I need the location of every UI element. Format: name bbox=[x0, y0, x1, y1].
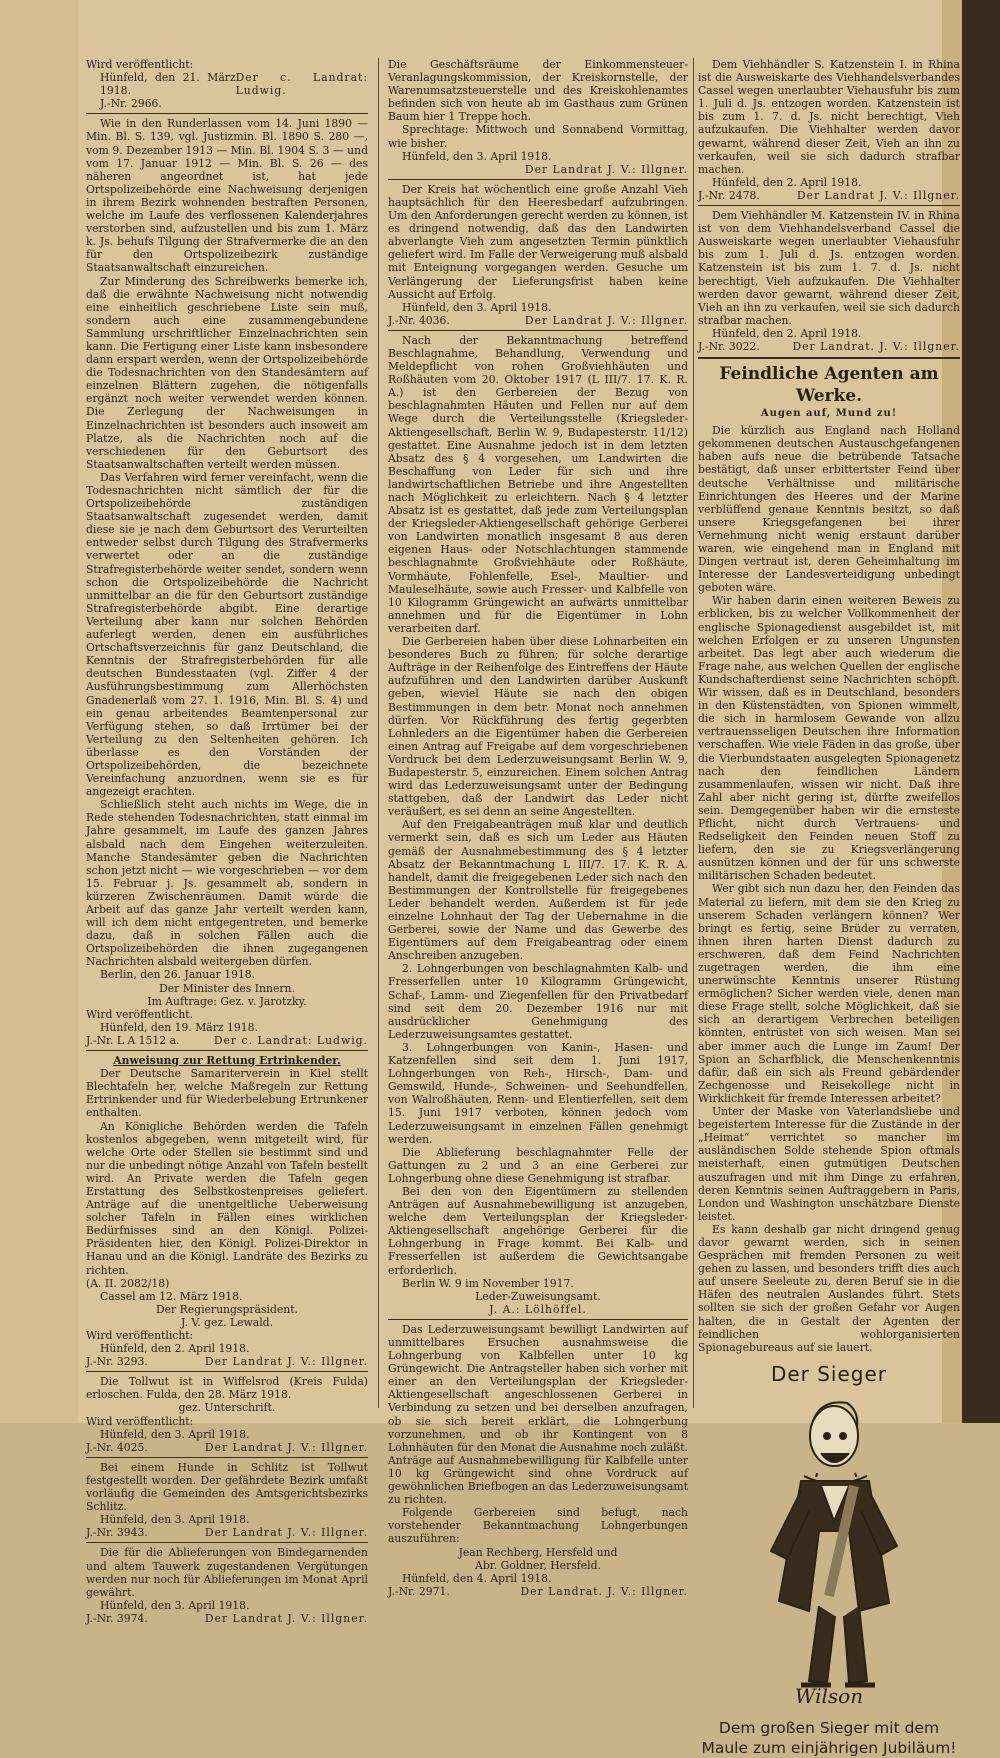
column-1: Wird veröffentlicht: Hünfeld, den 21. März 1918. Der c. Landrat: Ludwig. J.-Nr. 2966. Wie in den Runderlassen vom 14. Juni 1890 — Min. Bl. S. 139, vgl. Justizmin. Bl. 1890 S. 280 —, vom 9. Dezember 1913 — Min. Bl. 1904 S. 3 — und vom 17. Januar 1912 — Min. Bl. S. 26 — des näheren angeordnet ist, hat jede Ortspolizeibehörde eine Nachweisung derjenigen in ihrem Bezirk wohnenden bestraften Personen, welche im Laufe des verflossenen Kalenderjahres verstorben sind, aufzustellen und bis zum 1. März k. Js. behufs Tilgung der Strafvermerke die an den für den Ortspolizeibezirk zuständige Staatsanwaltschaft einzureichen. Zur Minderung des Schreibwerks bemerke ich, daß die erwähnte Nachweisung nicht notwendig eine einheitlich geschriebene Liste sein muß, sondern auch eine zusammengebundene Sammlung urschriftlicher Einzelnachrichten sein kann. Die Fertigung einer Liste kann insbesondere dann erspart werden, wenn der Ortspolizeibehörde die Todesnachrichten von den Standesämtern auf einzelnen Blättern zugehen, die nötigenfalls ergänzt noch weiter verwendet werden können. Die Zerlegung der Nachweisungen in Einzelnachrichten ist besonders auch insoweit am Platze, als die Nachrichten noch auf die verschiedenen für den Geburtsort des Staatsanwaltschaften verteilt werden müssen. Das Verfahren wird ferner vereinfacht, wenn die Todesnachrichten nicht sämtlich der für die Ortspolizeibehörde zuständigen Staatsanwaltschaft zugesendet werden, damit diese sie je nach dem Geburtsort des Verurteilten entweder selbst durch Tilgung des Strafvermerks verwertet oder an die zuständige Strafregisterbehörde weiter sendet, sondern wenn schon die Ortspolizeibehörde die Nachricht unmittelbar an die für den Geburtsort zuständige Strafregisterbehörde abgibt. Eine derartige Verteilung aber kann nur solchen Behörden auferlegt werden, denen ein ausführliches Ortschaftsverzeichnis für ganz Deutschland, die Kenntnis der Strafregisterbehörden für alle deutschen Bundesstaaten (vgl. Ziffer 4 der Ausführungsbestimmung zum Allerhöchsten Gnadenerlaß vom 27. 1. 1916, Min. Bl. S. 4) und ein genau arbeitendes Beamtenpersonal zur Verfügung stehen, so daß Irrtümer bei der Verteilung zu den Seltenheiten gehören. Ich überlasse es den Vorständen der Ortspolizeibehörden, die bezeichnete Vereinfachung anzuordnen, wenn sie es für angezeigt erachten. Schließlich steht auch nichts im Wege, die in Rede stehenden Todesnachrichten, statt einmal im Jahre gesammelt, im Laufe des ganzen Jahres alsbald nach dem Eingehen weiterzuleiten. Manche Standesämter geben die Nachrichten schon jetzt nicht — wie vorgeschrieben — vor dem 15. Februar j. Js. gesammelt ab, sondern in kürzeren Zwischenräumen. Damit würde die Arbeit auf das ganze Jahr verteilt werden kann, will ich dem nicht entgegentreten, und bemerke dazu, daß in solchen Fällen auch die Ortspolizeibehörden die ihnen zugegangenen Nachrichten alsbald weitergeben dürfen. Berlin, den 26. Januar 1918. Der Minister des Innern. Im Auftrage: Gez. v. Jarotzky. Wird veröffentlicht. Hünfeld, den 19. März 1918. J.-Nr. L A 1512 a. Der c. Landrat: Ludwig. Anweisung zur Rettung Ertrinkender. Der Deutsche Samariterverein in Kiel stellt Blechtafeln her, welche Maßregeln zur Rettung Ertrinkender und für Wiederbelebung Ertrunkener enthalten. An Königliche Behörden werden die Tafeln kostenlos abgegeben, wenn mitgeteilt wird, für welche Orte oder Stellen sie bestimmt sind und nur die unbedingt nötige Anzahl von Tafeln bestellt wird. An Private werden die Tafeln gegen Erstattung des Selbstkostenpreises geliefert. Anträge auf die unentgeltliche Ueberweisung solcher Tafeln in Fällen eines wirklichen Bedürfnisses sind an den Königl. Polizei-Präsidenten hier, den Königl. Polizei-Direktor in Hanau und an die Königl. Landräte des Bezirks zu richten. (A. II. 2082/18) Cassel am 12. März 1918. Der Regierungspräsident. J. V. gez. Lewald. Wird veröffentlicht: Hünfeld, den 2. April 1918. J.-Nr. 3293. Der Landrat J. V.: Illgner. Die Tollwut ist in Wiffelsrod (Kreis Fulda) erloschen. Fulda, den 28. März 1918. gez. Unterschrift. Wird veröffentlicht: Hünfeld, den 3. April 1918. J.-Nr. 4025. Der Landrat J. V.: Illgner. Bei einem Hunde in Schlitz ist Tollwut festgestellt worden. Der gefährdete Bezirk umfaßt vorläufig die Gemeinden des Amtsgerichtsbezirks Schlitz. Hünfeld, den 3. April 1918. J.-Nr. 3943. Der Landrat J. V.: Illgner. Die für die Ablieferungen von Bindegarnenden und altem Tauwerk zugestandenen Vergütungen werden nur noch für Ablieferungen im Monat April gewährt. Hünfeld, den 3. April 1918. J.-Nr. 3974. Der Landrat J. V.: Illgner. bbox=[86, 58, 368, 1625]
cartoon-illustration bbox=[709, 1381, 949, 1711]
article-subtitle: Augen auf, Mund zu! bbox=[760, 408, 898, 420]
left-margin bbox=[0, 0, 78, 1423]
notice-paragraph: Schließlich steht auch nichts im Wege, die in Rede stehenden Todesnachrichten, statt einmal im Jahre gesammelt, im Laufe des ganzen Jahres alsbald nach dem Eingehen weiterzuleiten. Manche Standesämter geben die Nachrichten schon jetzt nicht — wie vorgeschrieben — vor dem 15. Februar j. Js. gesammelt ab, sondern in kürzeren Zwischenräumen. Damit würde die Arbeit auf das ganze Jahr verteilt werden kann, will ich dem nicht entgegentreten, und bemerke dazu, daß in solchen Fällen auch die Ortspolizeibehörden die ihnen zugegangenen Nachrichten alsbald weitergeben dürfen. bbox=[86, 798, 368, 969]
notice-paragraph: Das Verfahren wird ferner vereinfacht, wenn die Todesnachrichten nicht sämtlich der für die Ortspolizeibehörde zuständigen Staatsanwaltschaft zugesendet werden, damit diese sie je nach dem Geburtsort des Verurteilten entweder selbst durch Tilgung des Strafvermerks verwertet oder an die zuständige Strafregisterbehörde weiter sendet, sondern wenn schon die Ortspolizeibehörde die Nachricht unmittelbar an die für den Geburtsort zuständige Strafregisterbehörde abgibt. Eine derartige Verteilung aber kann nur solchen Behörden auferlegt werden, denen ein ausführliches Ortschaftsverzeichnis für ganz Deutschland, die Kenntnis der Strafregisterbehörden für alle deutschen Bundesstaaten (vgl. Ziffer 4 der Ausführungsbestimmung zum Allerhöchsten Gnadenerlaß vom 27. 1. 1916, Min. Bl. S. 4) und ein genau arbeitendes Beamtenpersonal zur Verfügung stehen, so daß Irrtümer bei der Verteilung zu den Seltenheiten gehören. Ich überlasse es den Vorständen der Ortspolizeibehörden, die bezeichnete Vereinfachung anzuordnen, wenn sie es für angezeigt erachten. bbox=[86, 470, 368, 799]
cartoon-caption: Dem großen Sieger mit dem Maule zum einjährigen Jubiläum! bbox=[701, 1719, 957, 1757]
date-line: Hünfeld, den 21. März 1918. Der c. Landrat: Ludwig. bbox=[100, 71, 368, 98]
column-rule-2 bbox=[693, 58, 694, 1408]
column-rule-1 bbox=[378, 58, 379, 1408]
divider bbox=[698, 357, 960, 359]
divider bbox=[86, 1050, 368, 1051]
notice-published: Wird veröffentlicht: bbox=[86, 58, 194, 71]
section-heading: Anweisung zur Rettung Ertrinkender. bbox=[113, 1054, 341, 1068]
notice-paragraph: Wie in den Runderlassen vom 14. Juni 1890 — Min. Bl. S. 139, vgl. Justizmin. Bl. 1890 S. 280 —, vom 9. Dezember 1913 — Min. Bl. 1904 S. 3 — und vom 17. Januar 1912 — Min. Bl. S. 26 — des näheren angeordnet ist, hat jede Ortspolizeibehörde eine Nachweisung derjenigen in ihrem Bezirk wohnenden bestraften Personen, welche im Laufe des verflossenen Kalenderjahres verstorben sind, aufzustellen und bis zum 1. März k. Js. behufs Tilgung der Strafvermerke die an den für den Ortspolizeibezirk zuständige Staatsanwaltschaft einzureichen. bbox=[86, 117, 368, 275]
divider bbox=[86, 1457, 368, 1458]
cartoon bbox=[698, 1361, 960, 1758]
cartoon-title: Der Sieger bbox=[770, 1361, 888, 1386]
divider bbox=[698, 205, 960, 206]
column-3: Dem Viehhändler S. Katzenstein I. in Rhina ist die Ausweiskarte des Viehhandelsverbandes Cassel wegen unerlaubter Viehausfuhr bis zum 1. Juli d. Js. entzogen worden. Katzenstein ist bis zum 1. 7. d. Js. nicht berechtigt, Vieh aufzukaufen. Die Viehhalter werden davor gewarnt, während dieser Zeit, Vieh an ihn zu verkaufen, weil sie sich dadurch strafbar machen. Hünfeld, den 2. April 1918. J.-Nr. 2478. Der Landrat J. V.: Illgner. Dem Viehhändler M. Katzenstein IV. in Rhina ist von dem Viehhandelsverband Cassel die Ausweiskarte wegen unerlaubter Viehausfuhr bis zum 1. Juli d. Js. entzogen worden. Katzenstein ist bis zum 1. 7. d. Js. nicht berechtigt, Vieh aufzukaufen. Die Viehhalter werden davor gewarnt, während dieser Zeit, Vieh an ihn zu verkaufen, weil sie sich dadurch strafbar machen. Hünfeld, den 2. April 1918. J.-Nr. 3022. Der Landrat. J. V.: Illgner. Feindliche Agenten am Werke. Augen auf, Mund zu! Die kürzlich aus England nach Holland gekommenen deutschen Austauschgefangenen haben aufs neue die betrübende Tatsache bestätigt, daß unser erbittertster Feind über deutsche Verhältnisse und militärische Einrichtungen des Heeres und der Marine verblüffend genaue Kenntnis besitzt, so daß unsere Kriegsgefangenen bei ihrer Vernehmung nicht wenig erstaunt darüber waren, wie eingehend man in England mit Dingen vertraut ist, deren Geheimhaltung im Interesse der Landesverteidigung unbedingt geboten wäre. Wir haben darin einen weiteren Beweis zu erblicken, bis zu welcher Vollkommenheit der englische Spionagedienst ausgebildet ist, mit welchen Erfolgen er zu unseren Ungunsten arbeitet. Das legt aber auch wiederum die Frage nahe, aus welchen Quellen der englische Kundschafterdienst seine Nachrichten schöpft. Wir wissen, daß es in Deutschland, besonders in den Küstenstädten, von Spionen wimmelt, die sich in harmlosem Gewande von allzu vertrauensseligen Deutschen ihre Information verschaffen. Wie viele Fäden in das große, über die Vierbundstaaten ausgelegten Spionagenetz nach den feindlichen Ländern zusammenlaufen, wissen wir nicht. Daß ihre Zahl aber nicht gering ist, dürfte zweifellos sein. Demgegenüber haben wir die ernsteste Pflicht, nicht durch Vertrauens- und Redseligkeit den Feinden neuen Stoff zu liefern, den sie zu Kriegsverlängerung ausnützen können und der für uns schwerste militärischen Schaden bedeutet. Wer gibt sich nun dazu her, den Feinden das Material zu liefern, mit dem sie den Krieg zu unserem Schaden verlängern können? Wer bringt es fertig, seine Brüder zu verraten, ihnen ihren harten Dienst dadurch zu erschweren, daß dem Feind Nachrichten zugetragen werden, die ihm eine unerwünschte Kenntnis unserer Rüstung ermöglichen? Sicher werden viele, denen man diese Frage stellt, solche Möglichkeit, daß sie sich an derartigem Verbrechen beteiligen könnten, entrüstet von sich weisen. Man sei aber immer auch die Lunge im Zaum! Der Spion an Scharfblick, die Menschenkenntnis dafür, daß ein sich als Freund gebärdender Zechgenosse und Reisekollege nicht in Wirklichkeit für fremde Interessen arbeitet? Unter der Maske von Vaterlandsliebe und begeistertem Interesse für die Zustände in der „Heimat“ verrichtet so mancher im ausländischen Solde stehende Spion oftmals meisterhaft, einen gutmütigen Deutschen auszufragen und mit ihm Dinge zu erfahren, deren Kenntnis seinen Auftraggebern in Paris, London und Washington unschätzbare Dienste leistet. Es kann deshalb gar nicht dringend genug davor gewarnt werden, sich in seinen Gesprächen mit fremden Personen zu weit gehen zu lassen, und besonders trifft dies auch auf unsere Seeleute zu, deren Beruf sie in die Häfen des neutralen Auslandes führt. Stets sollten sie sich der großen Gefahr vor Augen halten, die in Gestalt der Agenten der feindlichen wohlorganisierten Spionagebureaus auf sie lauert. Der Sieger Wilson Dem großen Sieger mit dem Maule zum einjährigen Jubiläum! bbox=[698, 58, 960, 1757]
divider bbox=[388, 330, 688, 331]
divider bbox=[388, 1319, 688, 1320]
article-title: Feindliche Agenten am Werke. bbox=[719, 364, 939, 407]
divider bbox=[86, 1542, 368, 1543]
binding-spine bbox=[962, 0, 1000, 1423]
divider bbox=[86, 1371, 368, 1372]
divider bbox=[86, 113, 368, 114]
notice-paragraph: Zur Minderung des Schreibwerks bemerke ich, daß die erwähnte Nachweisung nicht notwendig eine einheitlich geschriebene Liste sein muß, sondern auch eine zusammengebundene Sammlung urschriftlicher Einzelnachrichten sein kann. Die Fertigung einer Liste kann insbesondere dann erspart werden, wenn der Ortspolizeibehörde die Todesnachrichten von den Standesämtern auf einzelnen Blättern zugehen, die nötigenfalls ergänzt noch weiter verwendet werden können. Die Zerlegung der Nachweisungen in Einzelnachrichten ist besonders auch insoweit am Platze, als die Nachrichten noch auf die verschiedenen für den Geburtsort des Staatsanwaltschaften verteilt werden müssen. bbox=[86, 274, 368, 471]
divider bbox=[388, 179, 688, 180]
cartoon-signature: Wilson bbox=[794, 1683, 864, 1708]
column-2: Die Geschäftsräume der Einkommensteuer-Veranlagungskommission, der Kreiskornstelle, der Warenumsatzsteuerstelle und des Kreiskohlenamtes befinden sich von heute ab im Gasthaus zum Grünen Baum hier 1 Treppe hoch. Sprechtage: Mittwoch und Sonnabend Vormittag, wie bisher. Hünfeld, den 3. April 1918. Der Landrat J. V.: Illgner. Der Kreis hat wöchentlich eine große Anzahl Vieh hauptsächlich für den Heeresbedarf aufzubringen. Um den Anforderungen gerecht werden zu können, ist es dringend notwendig, daß das den Landwirten abverlangte Vieh zum angesetzten Termin pünktlich geliefert wird. Im Falle der Verweigerung muß alsbald mit Enteignung vorgegangen werden. Gesuche um Verlängerung der Lieferungsfrist haben keine Aussicht auf Erfolg. Hünfeld, den 3. April 1918. J.-Nr. 4036. Der Landrat J. V.: Illgner. Nach der Bekanntmachung betreffend Beschlagnahme, Behandlung, Verwendung und Meldepflicht von rohen Großviehhäuten und Roßhäuten vom 20. Oktober 1917 (L III/7. 17. K. R. A.) ist den Gerbereien der Bezug von beschlagnahmten Häuten und Fellen nur auf dem Wege durch die Verteilungsstelle (Kriegsleder-Aktiengesellschaft, Berlin W. 9, Budapesterstr. 11/12) gestattet. Eine Ausnahme jedoch ist in dem letzten Absatz des § 4 vorgesehen, um Landwirten die Beschaffung von Leder für sich und ihre landwirtschaftlichen Betriebe und ihre Angestellten nach Möglichkeit zu erleichtern. Nach § 4 letzter Absatz ist es gestattet, daß jede zum Verteilungsplan der Kriegsleder-Aktiengesellschaft gehörige Gerberei von Landwirten monatlich insgesamt 8 aus deren eigenen Haus- oder Notschlachtungen stammende beschlagnahmte Großviehhäute oder Roßhäute, Vormhäute, Fohlenfelle, Esel-, Maultier- und Mauleselhäute, sowie auch Fresser- und Kalbfelle von 10 Kilogramm Grüngewicht an aufwärts unmittelbar annehmen und für die Eigentümer in Lohn verarbeiten darf. Die Gerbereien haben über diese Lohnarbeiten ein besonderes Buch zu führen; für solche derartige Aufträge in der Reihenfolge des Eintreffens der Häute aufzuführen und den Landwirten darüber Auskunft geben, wieviel Häute sie nach den obigen Bestimmungen in dem betr. Monat noch annehmen dürfen. Vor Rückführung des fertig gegerbten Lohnleders an die Eigentümer haben die Gerbereien einen Antrag auf Freigabe auf dem vorgeschriebenen Vordruck bei dem Lederzuweisungsamt Berlin W. 9, Budapesterstr. 5, einzureichen. Einem solchen Antrag wird das Lederzuweisungsamt unter der Bedingung stattgeben, daß der Landwirt das Leder nicht veräußert, es sei denn an seine Angestellten. Auf den Freigabeanträgen muß klar und deutlich vermerkt sein, daß es sich um Leder aus Häuten gemäß der Ausnahmebestimmung des § 4 letzter Absatz der Bekanntmachung L III/7. 17. K. R. A. handelt, damit die freigegebenen Leder sich nach den Bestimmungen der Kontrollstelle für freigegebenes Leder behandelt werden. Außerdem ist für jede einzelne Lohnhaut der Tag der Uebernahme in die Gerberei, sowie der Name und das Gewerbe des Eigentümers auf dem Freigabeantrag oder einem Anschreiben anzugeben. 2. Lohngerbungen von beschlagnahmten Kalb- und Fresserfellen unter 10 Kilogramm Grüngewicht, Schaf-, Lamm- und Ziegenfellen für den Privatbedarf sind seit dem 20. Dezember 1916 nur mit ausdrücklicher Genehmigung des Lederzuweisungsamtes gestattet. 3. Lohngerbungen von Kanin-, Hasen- und Katzenfellen sind seit dem 1. Juni 1917, Lohngerbungen von Reh-, Hirsch-, Dam- und Gemswild, Hunde-, Schweinen- und Seehundfellen, von Walroßhäuten, Renn- und Elentierfellen, seit dem 15. Juni 1917 verboten, können jedoch vom Lederzuweisungsamt in einzelnen Fällen genehmigt werden. Die Ablieferung beschlagnahmter Felle der Gattungen zu 2 und 3 an eine Gerberei zur Lohngerbung ohne diese Genehmigung ist strafbar. Bei den von den Eigentümern zu stellenden Anträgen auf Ausnahmebewilligung ist anzugeben, welche dem Verteilungsplan der Kriegsleder-Aktiengesellschaft angehörige Gerberei für die Lohngerbung in Frage kommt. Bei Kalb- und Fresserfellen ist außerdem die Gewichtsangabe erforderlich. Berlin W. 9 im November 1917. Leder-Zuweisungsamt. J. A.: Lölhöffel. Das Lederzuweisungsamt bewilligt Landwirten auf unmittelbares Ersuchen ausnahmsweise die Lohngerbung von Kalbfellen unter 10 kg Grüngewicht. Die Antragsteller haben sich vorher mit einer an den Verteilungsplan der Kriegsleder-Aktiengesellschaft angeschlossenen Gerberei in Verbindung zu setzen und bei derselben anzufragen, ob sie sich bereit erklärt, die Lohngerbung vorzunehmen, und ob ihr Kontingent von 8 Lohnhäuten für den Monat die Ausnahme noch zuläßt. Anträge auf Ausnahmebewilligung für Kalbfelle unter 10 kg Grüngewicht sind ohne Vordruck auf gewöhnlichen Briefbogen an das Lederzuweisungsamt zu richten. Folgende Gerbereien sind befugt, nach vorstehender Bekanntmachung Lohngerbungen auszuführen: Jean Rechberg, Hersfeld und Abr. Goldner, Hersfeld. Hünfeld, den 4. April 1918. J.-Nr. 2971. Der Landrat. J. V.: Illgner. bbox=[388, 58, 688, 1598]
